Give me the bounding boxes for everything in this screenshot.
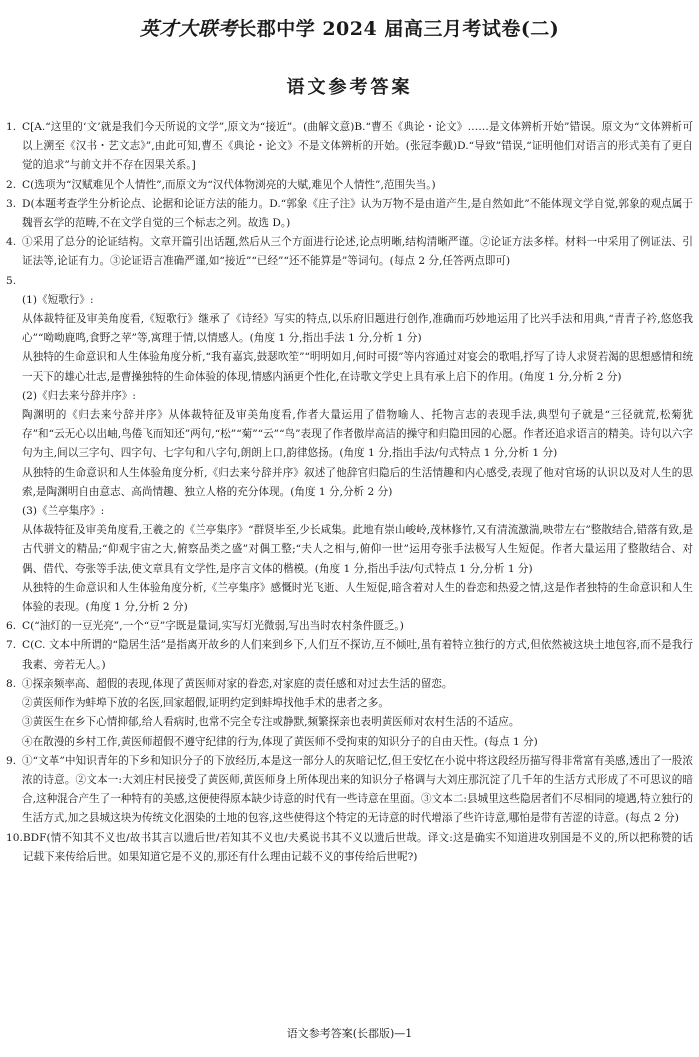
answer-5-part-2-heading: (2)《归去来兮辞并序》:	[22, 389, 136, 402]
answer-5-part-2-life: 从独特的生命意识和人生体验角度分析,《归去来兮辞并序》叙述了他辞官归隐后的生活情趣和内心感受,表现了他对官场的认识以及对人生的思索,是陶渊明自由意志、高尚情趣、独立人格的充分体现。(角度 1 分,分析 2 分)	[22, 466, 693, 498]
doc-title: 语文参考答案	[286, 77, 413, 98]
answer-item-6	[6, 617, 693, 636]
answer-5-part-1-style: 从体裁特征及审美角度看,《短歌行》继承了《诗经》写实的特点,以乐府旧题进行创作,准确而巧妙地运用了比兴手法和用典,“青青子衿,悠悠我心”“呦呦鹿鸣,食野之苹”等,寓理于情,以情感人。(角度 1 分,指出手法 1 分,分析 1 分)	[22, 313, 693, 345]
answer-text: ①“文革”中知识青年的下乡和知识分子的下放经历,本是这一部分人的灰暗记忆,但王安忆在小说中将这段经历描写得非常富有美感,透出了一股浓浓的诗意。②文本一:大刘庄村民接受了黄医师,黄医师身上所体现出来的知识分子格调与大刘庄那沉淀了几千年的生活方式形成了不可思议的暗合,这种混合产生了一种特有的美感,这便使得原本缺少诗意的时代有一些诗意在里面。③文本二:县城里这些隐居者们不尽相同的境遇,特立独行的生活方式,加之县城这块为传统文化洇染的土地的包容,这些使得这个特定的无诗意的时代增添了些许诗意,哪怕是带有苦涩的诗意。(每点 2 分)	[22, 754, 693, 825]
answer-5-part-1-life: 从独特的生命意识和人生体验角度分析,“我有嘉宾,鼓瑟吹笙”“明明如月,何时可掇”等内容通过对宴会的歌唱,抒写了诗人求贤若渴的思想感情和统一天下的雄心壮志,是曹操独特的生命体验的体现,情感内涵更个性化,在诗歌文学史上具有承上启下的作用。(角度 1 分,分析 2 分)	[22, 351, 693, 383]
answer-number: 4.	[6, 236, 17, 249]
answer-number: 5.	[6, 274, 17, 287]
answer-item-9	[6, 752, 693, 829]
exam-title: 长郡中学 2024 届高三月考试卷(二)	[237, 18, 560, 40]
answer-text: C(C. 文本中所谓的“隐居生活”是指离开故乡的人们来到乡下,人们互不探访,互不倾吐,虽有着特立独行的方式,但依然被这块土地包容,而不是我行我素、旁若无人。)	[22, 639, 693, 671]
answer-item-1	[6, 118, 693, 176]
answer-text: C(“油灯的一豆光亮”,一个“豆”字既是量词,实写灯光微弱,写出当时农村条件匮乏。)	[22, 620, 404, 633]
answer-5-part-3-style: 从体裁特征及审美角度看,王羲之的《兰亭集序》“群贤毕至,少长咸集。此地有崇山峻岭,茂林修竹,又有清流激湍,映带左右”整散结合,错落有致,是古代骈文的精品;“仰观宇宙之大,俯察品类之盛”对偶工整;“夫人之相与,俯仰一世”运用夸张手法极写人生短促。作者大量运用了整散结合、对偶、借代、夸张等手法,使文章具有文学性,是序言文体的楷模。(角度 1 分,指出手法/句式特点 1 分,分析 1 分)	[22, 524, 693, 575]
answer-text: ①采用了总分的论证结构。文章开篇引出话题,然后从三个方面进行论述,论点明晰,结构清晰严谨。②论证方法多样。材料一中采用了例证法、引证法等,论证有力。③论证语言准确严谨,如“接近”“已经”“还不能算是”等词句。(每点 2 分,任答两点即可)	[22, 236, 693, 268]
answer-text: D(本题考查学生分析论点、论据和论证方法的能力。D.“郭象《庄子注》认为万物不是由道产生,是自然如此”不能体现文学自觉,郭象的观点属于魏晋玄学的范畴,不在文学自觉的三个标志之列。故选 D。)	[22, 197, 693, 230]
answer-item-7	[6, 636, 693, 674]
answer-8-point-4: ④在散漫的乡村工作,黄医师超假不遵守纪律的行为,体现了黄医师不受拘束的知识分子的自由天性。(每点 1 分)	[22, 735, 538, 748]
answer-number: 6.	[6, 620, 17, 633]
answer-text: C[A.“这里的‘文’就是我们今天所说的文学”,原文为“接近”。(曲解文意)B.“曹丕《典论・论文》……是文体辨析开始”错误。原文为“文体辨析可以上溯至《汉书・艺文志》”,由此可知,曹丕《典论・论文》不是文体辨析的开始。(张冠李戴)D.“导致”错误,“证明他们对语言的形式美有了更自觉的追求”与前文并不存在因果关系。]	[22, 121, 693, 172]
answer-8-point-3: ③黄医生在乡下心情抑郁,给人看病时,也常不完全专注或静默,频繁探亲也表明黄医师对农村生活的不适应。	[22, 716, 520, 729]
answer-number: 10.	[6, 831, 23, 844]
answer-5-part-2-style: 陶渊明的《归去来兮辞并序》从体裁特征及审美角度看,作者大量运用了借物喻人、托物言志的表现手法,典型句子就是“三径就荒,松菊犹存”和“云无心以出岫,鸟倦飞而知还”两句,“松”“菊”“云”“鸟”表现了作者傲岸高洁的操守和归隐田园的心愿。作者还追求语言的精美。诗句以六字句为主,间以三字句、四字句、七字句和八字句,朗朗上口,韵律悠扬。(角度 1 分,指出手法/句式特点 1 分,分析 1 分)	[22, 409, 693, 460]
answer-item-8	[6, 675, 693, 694]
answer-item-5	[6, 272, 693, 291]
answer-item-4	[6, 233, 693, 271]
answer-number: 2.	[6, 178, 17, 191]
answer-text: ①探亲频率高、超假的表现,体现了黄医师对家的眷恋,对家庭的责任感和对过去生活的留恋。	[22, 677, 453, 690]
answer-item-10	[6, 829, 693, 867]
answer-item-3	[6, 195, 693, 233]
answer-item-2	[6, 176, 693, 195]
answer-number: 9.	[6, 754, 17, 767]
answer-text: C(选项为“汉赋难见个人情性”,而原文为“汉代体物浏亮的大赋,难见个人情性”,范围失当。)	[22, 178, 436, 191]
page-footer: 语文参考答案(长郡版)—1	[286, 1027, 413, 1040]
answer-number: 8.	[6, 677, 17, 690]
answer-text: BDF(情不知其不义也/故书其言以遗后世/若知其不义也/夫奚说书其不义以遗后世哉。译文:这是确实不知道进攻别国是不义的,所以把称赞的话记载下来传给后世。如果知道它是不义的,那还有什么理由记载不义的事传给后世呢?)	[22, 831, 693, 863]
brand-logo-text: 英才大联考	[139, 18, 238, 40]
answer-5-part-3-heading: (3)《兰亭集序》:	[22, 505, 105, 518]
answer-5-part-3-life: 从独特的生命意识和人生体验角度分析,《兰亭集序》感慨时光飞逝、人生短促,暗含着对人生的眷恋和热爱之情,这是作者独特的生命意识和人生体验的表现。(角度 1 分,分析 2 分)	[22, 581, 693, 614]
answer-number: 1.	[6, 121, 17, 133]
answer-number: 3.	[6, 197, 17, 210]
answer-5-part-1-heading: (1)《短歌行》:	[22, 293, 94, 306]
answer-list	[6, 118, 693, 867]
answer-8-point-2: ②黄医师作为蚌埠下放的名医,回家超假,证明约定到蚌埠找他手术的患者之多。	[22, 697, 389, 710]
exam-header	[6, 14, 693, 44]
answer-number: 7.	[6, 639, 17, 652]
